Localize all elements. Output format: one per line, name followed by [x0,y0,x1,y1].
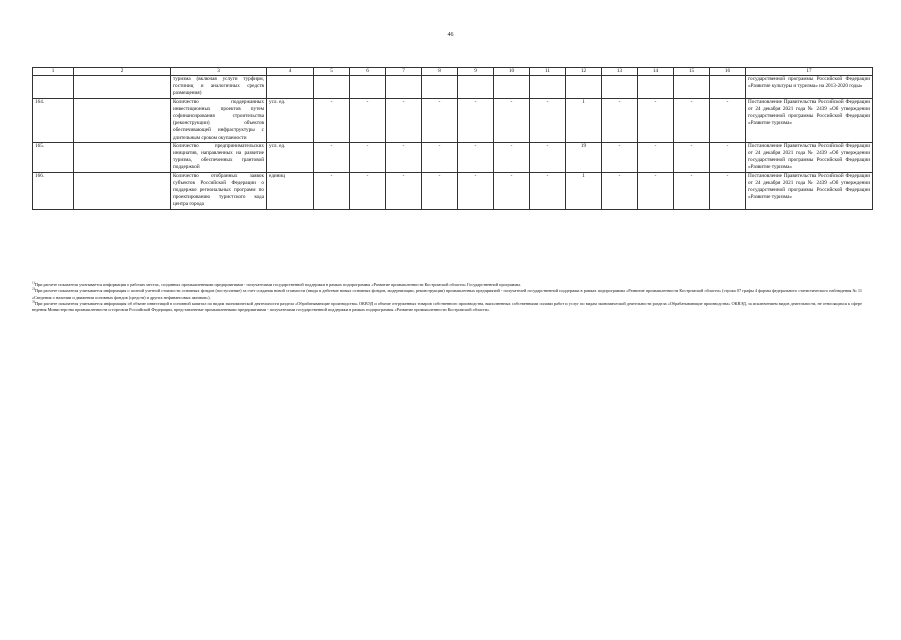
column-number: 9 [458,68,494,76]
footnote [32,301,862,314]
cell-source: государственной программы Российской Федерации «Развитие культуры и туризма» на 2013-2020 годы» [746,76,873,99]
cell-unit: усл. ед. [267,98,314,142]
column-number: 4 [267,68,314,76]
cell-value: - [494,142,530,172]
footnote-mark: 3) [32,299,35,304]
footnote-text: При расчете показателя учитывается информация о рабочих местах, созданных промышленными предприятиями - получателями государственной поддержки в рамках подпрограммы «Развитие промышленности Костромской области» Государственной программы. [34,282,521,287]
cell-value: - [494,98,530,142]
cell-empty [74,172,171,209]
cell-value [566,76,602,99]
cell-empty [74,76,171,99]
cell-value: - [638,98,674,142]
table-row [33,172,873,209]
cell-value: - [602,172,638,209]
cell-value: - [530,98,566,142]
cell-value: - [530,172,566,209]
cell-value [494,76,530,99]
cell-unit: единиц [267,172,314,209]
table-row [33,98,873,142]
footnote-text: При расчете показателя учитывается информация об объеме инвестиций в основной капитал по видам экономической деятельности раздела «Обрабатывающие производства» ОКВЭД и объеме отгруженных товаров собственного производства, выполненных собственными силами работ и услуг по видам экономической деятельности раздела «Обрабатывающие производства» ОКВЭД, за исключением видов деятельности, не относящихся к сфере ведения Министерства промышленности и торговли Российской Федерации, представленные промышленными предприятиями - получателями государственной поддержки в рамках подпрограммы «Развитие промышленности Костромской области». [32,300,862,313]
cell-value: - [386,142,422,172]
cell-num: 165. [33,142,74,172]
cell-value: - [638,142,674,172]
footnote [32,286,862,304]
column-number: 16 [710,68,746,76]
cell-value: - [422,98,458,142]
cell-value: - [530,142,566,172]
cell-num: 164. [33,98,74,142]
continuation-row [33,76,873,99]
cell-empty [74,142,171,172]
cell-value: - [458,142,494,172]
footnotes [32,282,862,313]
column-number-row [33,68,873,76]
indicators-table [32,67,873,210]
footnote-mark: 1) [32,280,35,285]
column-number: 12 [566,68,602,76]
table-body [33,98,873,209]
cell-value: - [314,98,350,142]
column-number: 6 [350,68,386,76]
cell-indicator: туризма (включая услуги турфирм, гостиниц и аналогичных средств размещения) [171,76,267,99]
cell-value [602,76,638,99]
cell-indicator: Количество предпринимательских инициатив, направленных на развитие туризма, обеспеченных грантовой поддержкой [171,142,267,172]
cell-indicator: Количество отобранных заявок субъектов Российской Федерации о поддержке региональных программ по проектированию туристского кода центра города [171,172,267,209]
column-number: 17 [746,68,873,76]
cell-unit [267,76,314,99]
cell-value [350,76,386,99]
cell-value: - [458,98,494,142]
cell-value: 1 [566,98,602,142]
cell-source: Постановление Правительства Российской Федерации от 24 декабря 2021 года № 2439 «Об утверждении государственной программы Российской Федерации «Развитие туризма» [746,98,873,142]
cell-value [638,76,674,99]
footnote-text: При расчете показателя учитывается информация о полной учетной стоимости основных фондов (поступление) за счет создания новой стоимости (ввода в действие новых основных фондов, модернизации, реконструкции) промышленных предприятий - получателей государственной поддержки в рамках подпрограммы «Развитие промышленности Костромской области» (строка 07 графы 4 формы федерального статистического наблюдения № 11 «Сведения о наличии и движении основных фондов (средств) и других нефинансовых активов»). [32,288,862,300]
cell-value: - [314,172,350,209]
cell-value: - [422,172,458,209]
cell-value: - [422,142,458,172]
cell-value: - [674,142,710,172]
cell-value [314,76,350,99]
cell-value: - [494,172,530,209]
column-number: 2 [74,68,171,76]
cell-value: - [386,98,422,142]
cell-value: - [674,172,710,209]
cell-value: - [350,142,386,172]
cell-value: - [638,172,674,209]
cell-value [386,76,422,99]
cell-unit: усл. ед. [267,142,314,172]
column-number: 3 [171,68,267,76]
cell-source: Постановление Правительства Российской Федерации от 24 декабря 2021 года № 2439 «Об утверждении государственной программы Российской Федерации «Развитие туризма» [746,142,873,172]
cell-value: - [386,172,422,209]
column-number: 1 [33,68,74,76]
cell-value: - [350,172,386,209]
column-number: 5 [314,68,350,76]
column-number: 11 [530,68,566,76]
cell-value: - [314,142,350,172]
table-row [33,142,873,172]
cell-num [33,76,74,99]
cell-value: - [602,98,638,142]
cell-value: - [350,98,386,142]
cell-value [530,76,566,99]
cell-value: - [710,142,746,172]
column-number: 8 [422,68,458,76]
cell-value: 19 [566,142,602,172]
cell-source: Постановление Правительства Российской Федерации от 24 декабря 2021 года № 2439 «Об утверждении государственной программы Российской Федерации «Развитие туризма» [746,172,873,209]
column-number: 10 [494,68,530,76]
cell-empty [74,98,171,142]
cell-value: - [458,172,494,209]
cell-value [422,76,458,99]
cell-value: - [602,142,638,172]
cell-value: 1 [566,172,602,209]
cell-value: - [674,98,710,142]
cell-num: 166. [33,172,74,209]
footnote-mark: 2) [32,286,35,291]
column-number: 14 [638,68,674,76]
cell-value: - [710,98,746,142]
cell-value [710,76,746,99]
cell-indicator: Количество поддержанных инвестиционных проектов путем софинансирования строительства (реконструкции) объектов обеспечивающей инфраструктуры с длительным сроком окупаемости [171,98,267,142]
page-number: 46 [447,32,454,38]
column-number: 13 [602,68,638,76]
cell-value [674,76,710,99]
column-number: 7 [386,68,422,76]
column-number: 15 [674,68,710,76]
cell-value: - [710,172,746,209]
cell-value [458,76,494,99]
